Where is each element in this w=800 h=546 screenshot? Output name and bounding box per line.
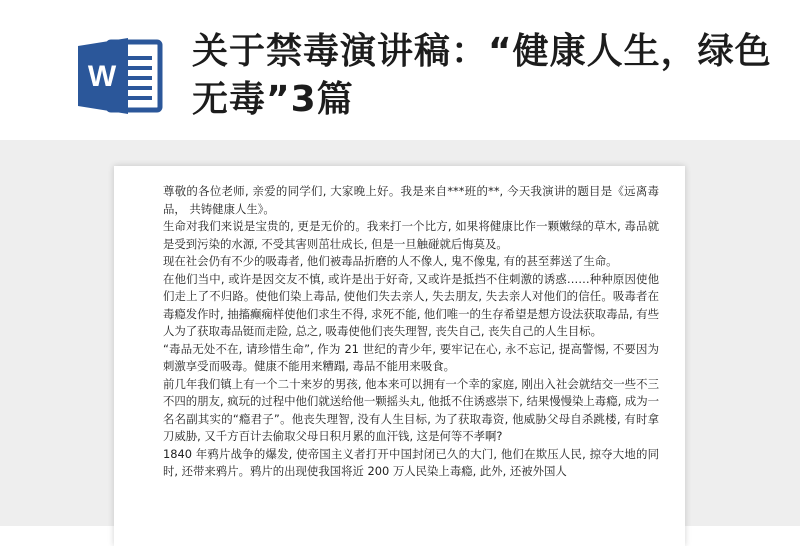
- document-body: [163, 183, 659, 481]
- paragraph: 尊敬的各位老师, 亲爱的同学们, 大家晚上好。我是来自***班的**, 今天我演讲的题目是《远离毒品， 共铸健康人生》。: [163, 184, 659, 216]
- word-document-icon: [78, 38, 164, 114]
- document-page: [114, 166, 685, 546]
- paragraph: 现在社会仍有不少的吸毒者, 他们被毒品折磨的人不像人, 鬼不像鬼, 有的甚至葬送了生命。: [163, 254, 618, 268]
- header: [0, 0, 800, 140]
- paragraph: 1840 年鸦片战争的爆发, 使帝国主义者打开中国封闭已久的大门, 他们在欺压人民, 掠夺大地的同时, 还带来鸦片。鸦片的出现使我国将近 200 万人民染上毒瘾, 此外, 还被外国人: [163, 446, 659, 478]
- paragraph: 前几年我们镇上有一个二十来岁的男孩, 他本来可以拥有一个幸的家庭, 刚出入社会就结交一些不三不四的朋友, 疯玩的过程中他们就送给他一颗摇头丸, 他抵不住诱惑崇下, 结果慢慢染上毒瘾, 成为一名名副其实的“瘾君子”。他丧失理智, 没有人生目标, 为了获取毒资, 他威胁父母自杀跳楼, 有时拿刀威胁, 又千方百计去偷取父母日积月累的血汗钱, 这是何等不孝啊?: [163, 376, 659, 443]
- paragraph: 生命对我们来说是宝贵的, 更是无价的。我来打一个比方, 如果将健康比作一颗嫩绿的草木, 毒品就是受到污染的水源, 不受其害则茁壮成长, 但是一旦触碰就后悔莫及。: [163, 219, 659, 251]
- paragraph: 在他们当中, 或许是因交友不慎, 或许是出于好奇, 又或许是抵挡不住刺激的诱惑……种种原因使他们走上了不归路。使他们染上毒品, 使他们失去亲人, 失去朋友, 失去亲人对他们的信任。吸毒者在毒瘾发作时, 抽搐癫痫样使他们求生不得, 求死不能, 他们唯一的生存希望是想方设法获取毒品, 有些人为了获取毒品铤而走险, 总之, 吸毒使他们丧失理智, 丧失自己, 丧失自己的人生目标。: [163, 271, 659, 338]
- paragraph: “毒品无处不在, 请珍惜生命”, 作为 21 世纪的青少年, 要牢记在心, 永不忘记, 提高警惕, 不要因为刺激享受而吸毒。健康不能用来糟蹋, 毒品不能用来吸食。: [163, 341, 659, 373]
- page-title: 关于禁毒演讲稿：“健康人生，绿色无毒”3篇: [192, 31, 772, 120]
- word-icon-letter: W: [87, 60, 117, 93]
